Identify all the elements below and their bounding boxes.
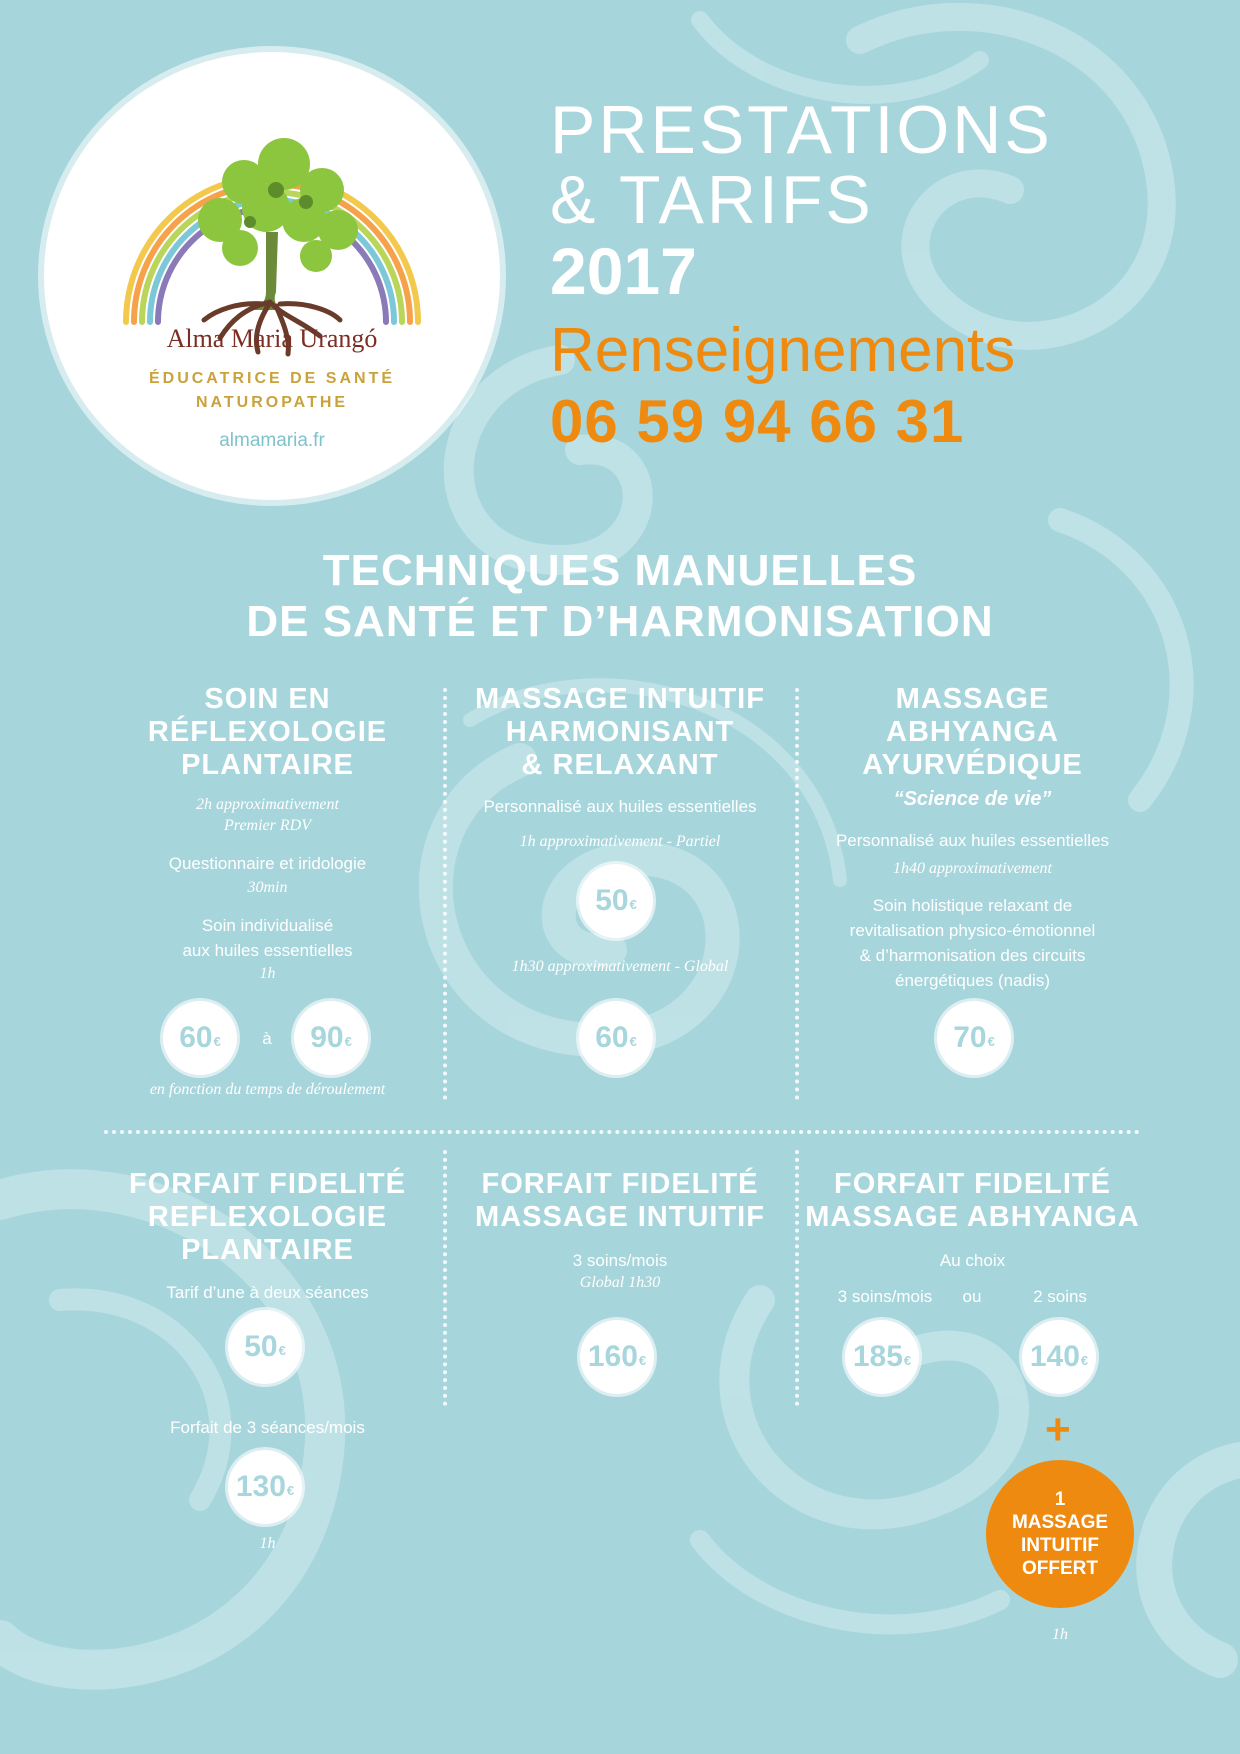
column-separator-1 xyxy=(443,688,447,1100)
price-value: 50 xyxy=(595,884,629,917)
column-separator-2 xyxy=(795,688,799,1100)
reflexologie-title-line3: PLANTAIRE xyxy=(181,749,354,781)
offer-line3: INTUITIF xyxy=(1020,1535,1100,1556)
price-value: 140 xyxy=(1029,1340,1080,1373)
logo-name: Alma Maria Urangó xyxy=(166,324,378,353)
price-badge xyxy=(163,1001,237,1075)
reflexologie-duration: 2h approximativement xyxy=(196,796,339,813)
header-info-label: Renseignements xyxy=(550,316,1016,385)
massage-intuitif-title-line2: HARMONISANT xyxy=(505,716,735,748)
column-separator-4 xyxy=(795,1150,799,1406)
row-separator xyxy=(104,1130,1140,1134)
reflexologie-title xyxy=(110,683,425,782)
forfait-intuitif-title xyxy=(455,1168,785,1234)
reflexologie-item2-duration: 1h xyxy=(259,965,276,982)
forfait-abhyanga-title-line2: MASSAGE ABHYANGA xyxy=(805,1201,1140,1233)
price-badge xyxy=(580,1320,654,1394)
reflexologie-note: en fonction du temps de déroulement xyxy=(149,1081,386,1098)
offer-duration: 1h xyxy=(1052,1626,1068,1643)
forfait-abhyanga-title xyxy=(800,1168,1145,1234)
offer-badge xyxy=(986,1460,1134,1608)
price-badge xyxy=(1022,1320,1096,1394)
abhyanga-title-line2: ABHYANGA xyxy=(886,716,1059,748)
price-range-separator: à xyxy=(262,1029,272,1048)
abhyanga-detail-line3: & d’harmonisation des circuits xyxy=(859,946,1086,965)
logo-title-line1: ÉDUCATRICE DE SANTÉ xyxy=(148,370,396,387)
price-value: 160 xyxy=(587,1340,638,1373)
abhyanga-detail-line2: revitalisation physico-émotionnel xyxy=(849,921,1096,940)
reflexologie-first-appointment: Premier RDV xyxy=(224,817,311,834)
forfait-abhyanga-option2: 2 soins xyxy=(1033,1287,1087,1306)
section-title xyxy=(0,545,1240,647)
forfait-abhyanga-choice: Au choix xyxy=(939,1251,1006,1270)
price-badge xyxy=(845,1320,919,1394)
forfait-reflexologie-title xyxy=(110,1168,425,1267)
offer-line1: 1 xyxy=(1054,1489,1066,1510)
euro-sign: € xyxy=(278,1342,286,1358)
price-badge xyxy=(937,1001,1011,1075)
section-title-line1: TECHNIQUES MANUELLES xyxy=(322,546,918,595)
euro-sign: € xyxy=(987,1033,995,1049)
forfait-reflexologie-desc1: Tarif d’une à deux séances xyxy=(166,1283,369,1302)
header-title-line1: PRESTATIONS xyxy=(550,92,1053,168)
reflexologie-item1-duration: 30min xyxy=(247,879,288,896)
abhyanga-detail xyxy=(810,893,1135,993)
reflexologie-item1: Questionnaire et iridologie xyxy=(168,854,367,873)
reflexologie-title-line2: RÉFLEXOLOGIE xyxy=(147,716,388,748)
header-phone: 06 59 94 66 31 xyxy=(550,388,965,455)
price-badge xyxy=(228,1450,302,1524)
forfait-reflexologie-desc2: Forfait de 3 séances/mois xyxy=(170,1418,365,1437)
reflexologie-title-line1: SOIN EN xyxy=(204,683,331,715)
plus-icon: + xyxy=(1045,1405,1071,1454)
price-value: 60 xyxy=(595,1021,629,1054)
forfait-abhyanga-title-line1: FORFAIT FIDELITÉ xyxy=(834,1168,1111,1200)
abhyanga-duration: 1h40 approximativement xyxy=(893,860,1052,877)
euro-sign: € xyxy=(1080,1352,1089,1368)
euro-sign: € xyxy=(638,1352,647,1368)
section-title-line2: DE SANTÉ ET D’HARMONISATION xyxy=(246,597,994,646)
abhyanga-title-line3: AYURVÉDIQUE xyxy=(862,749,1083,781)
logo-badge xyxy=(44,52,500,500)
forfait-reflexologie-title-line3: PLANTAIRE xyxy=(181,1234,354,1266)
reflexologie-item2-line1: Soin individualisé xyxy=(201,916,334,935)
price-value: 130 xyxy=(235,1470,286,1503)
forfait-intuitif-desc: 3 soins/mois xyxy=(572,1251,668,1270)
abhyanga-desc: Personnalisé aux huiles essentielles xyxy=(835,831,1110,850)
forfait-abhyanga-option1: 3 soins/mois xyxy=(837,1287,933,1306)
massage-intuitif-desc: Personnalisé aux huiles essentielles xyxy=(483,797,757,816)
abhyanga-detail-line4: énergétiques (nadis) xyxy=(895,971,1050,990)
massage-intuitif-title xyxy=(455,683,785,782)
price-value: 60 xyxy=(179,1021,213,1054)
euro-sign: € xyxy=(286,1482,295,1498)
logo-title-line2: NATUROPATHE xyxy=(195,394,349,411)
forfait-intuitif-title-line1: FORFAIT FIDELITÉ xyxy=(481,1168,759,1200)
price-value: 185 xyxy=(852,1340,903,1373)
massage-intuitif-duration1: 1h approximativement - Partiel xyxy=(519,833,721,850)
euro-sign: € xyxy=(213,1033,221,1049)
price-value: 50 xyxy=(244,1330,278,1363)
forfait-reflexologie-title-line2: REFLEXOLOGIE xyxy=(147,1201,388,1233)
price-badge xyxy=(579,1001,653,1075)
massage-intuitif-title-line3: & RELAXANT xyxy=(521,749,719,781)
abhyanga-title xyxy=(810,683,1135,782)
forfait-intuitif-title-line2: MASSAGE INTUITIF xyxy=(475,1201,765,1233)
price-badge xyxy=(579,864,653,938)
abhyanga-subtitle: “Science de vie” xyxy=(893,788,1052,810)
massage-intuitif-duration2: 1h30 approximativement - Global xyxy=(511,958,729,975)
forfait-intuitif-duration: Global 1h30 xyxy=(579,1274,661,1291)
price-badge xyxy=(294,1001,368,1075)
price-value: 90 xyxy=(310,1021,344,1054)
forfait-abhyanga-or: ou xyxy=(962,1287,982,1306)
forfait-reflexologie-title-line1: FORFAIT FIDELITÉ xyxy=(129,1168,406,1200)
offer-line2: MASSAGE xyxy=(1011,1512,1109,1533)
forfait-reflexologie-duration: 1h xyxy=(259,1535,276,1552)
abhyanga-title-line1: MASSAGE xyxy=(895,683,1050,715)
abhyanga-detail-line1: Soin holistique relaxant de xyxy=(872,896,1073,915)
header-title-line2: & TARIFS xyxy=(550,162,874,238)
logo-website: almamaria.fr xyxy=(219,430,325,451)
offer-line4: OFFERT xyxy=(1021,1558,1098,1579)
price-badge xyxy=(228,1310,302,1384)
euro-sign: € xyxy=(629,896,637,912)
euro-sign: € xyxy=(344,1033,352,1049)
massage-intuitif-title-line1: MASSAGE INTUITIF xyxy=(475,683,765,715)
price-value: 70 xyxy=(953,1021,987,1054)
column-separator-3 xyxy=(443,1150,447,1406)
euro-sign: € xyxy=(903,1352,912,1368)
euro-sign: € xyxy=(629,1033,637,1049)
header-year: 2017 xyxy=(550,234,697,308)
reflexologie-item2-line2: aux huiles essentielles xyxy=(182,941,353,960)
